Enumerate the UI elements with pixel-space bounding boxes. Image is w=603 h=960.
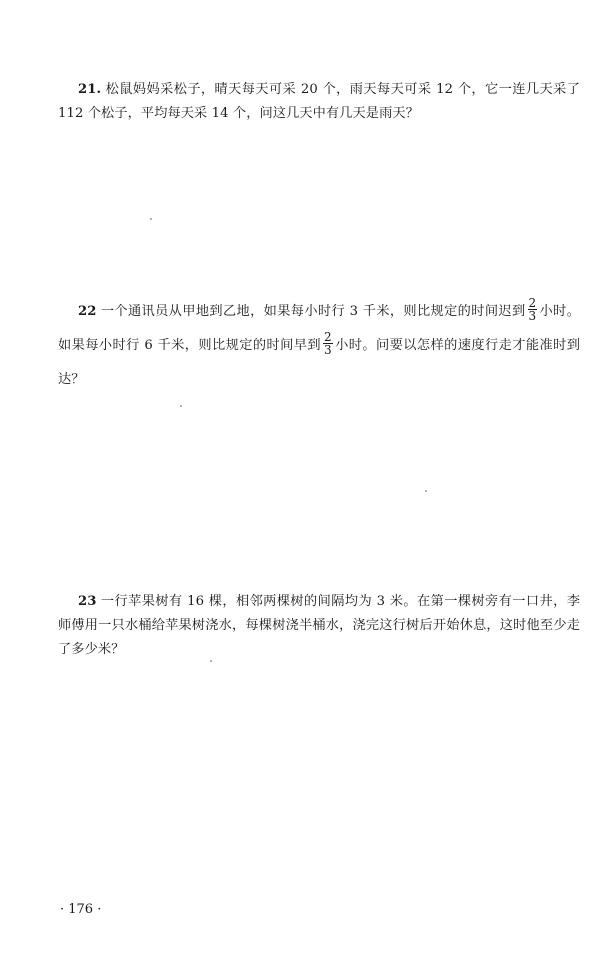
fraction-numerator: 2 bbox=[528, 296, 537, 310]
problem-22-text-part2: 小时。如果每小时行 6 千米，则比规定的时间早到 bbox=[58, 304, 580, 353]
problem-23 bbox=[58, 590, 580, 662]
problem-21-text: 松鼠妈妈采松子，晴天每天可采 20 个，雨天每天可采 12 个，它一连几天采了 112 个松子，平均每天采 14 个，问这几天中有几天是雨天？ bbox=[58, 82, 580, 121]
page-number: · 176 · bbox=[60, 902, 102, 917]
problem-21 bbox=[58, 78, 580, 126]
problem-22-text-part3: 小时。问要以怎样的速度行走才能准时到达？ bbox=[58, 338, 580, 387]
scan-speck bbox=[180, 405, 182, 407]
problem-23-text: 一行苹果树有 16 棵，相邻两棵树的间隔均为 3 米。在第一棵树旁有一口井，李师傅用一只水桶给苹果树浇水，每棵树浇半桶水，浇完这行树后开始休息，这时他至少走了多少米？ bbox=[58, 594, 580, 657]
problem-22-text-part1: 一个通讯员从甲地到乙地，如果每小时行 3 千米，则比规定的时间迟到 bbox=[100, 304, 526, 319]
problem-22-number: 22 bbox=[78, 304, 97, 319]
fraction-denominator: 3 bbox=[528, 309, 537, 323]
problem-21-number: 21. bbox=[78, 82, 102, 97]
fraction-two-thirds-1 bbox=[528, 297, 538, 322]
scan-speck bbox=[210, 660, 212, 662]
fraction-numerator: 2 bbox=[324, 330, 332, 344]
problem-23-number: 23 bbox=[78, 594, 97, 609]
scan-speck bbox=[425, 490, 427, 492]
fraction-two-thirds-2 bbox=[323, 331, 333, 356]
fraction-denominator: 3 bbox=[324, 343, 332, 357]
problem-22 bbox=[58, 295, 580, 397]
scan-speck bbox=[150, 218, 152, 220]
